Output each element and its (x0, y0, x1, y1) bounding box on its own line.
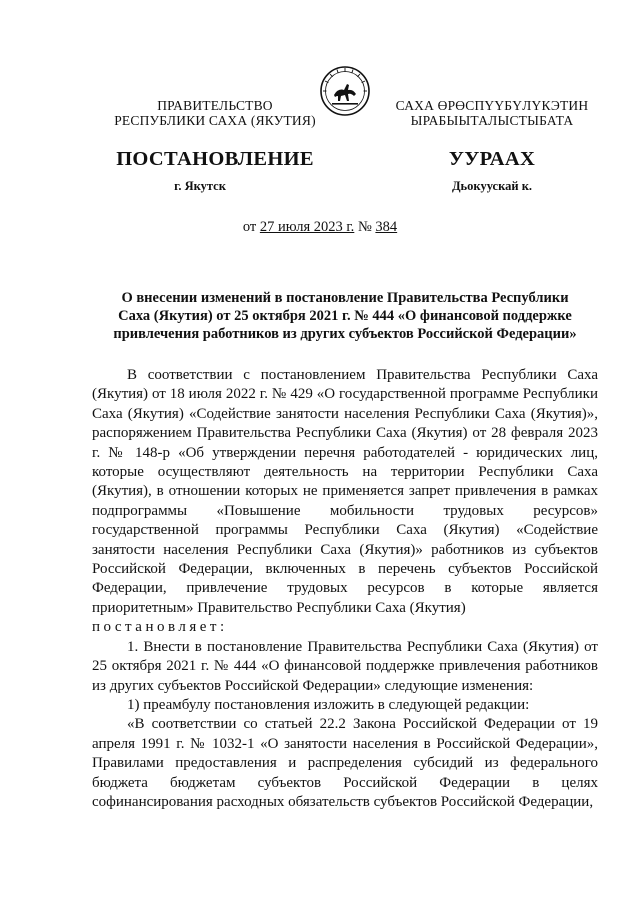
government-name-ru-line2: РЕСПУБЛИКИ САХА (ЯКУТИЯ) (114, 113, 316, 128)
paragraph-new-preamble: «В соответствии со статьей 22.2 Закона Российской Федерации от 19 апреля 1991 г. № 1032-1 «О занятости населения в Российской Федерации», Правилами предоставления и распределения субсидий из федерального бюджета бюджетам субъектов Российской Федерации в целях софинансирования расходных обязательств субъектов Российской Федерации, (92, 716, 598, 810)
number-separator: № (354, 219, 376, 235)
city-ru: г. Якутск (174, 179, 226, 193)
document-title-line3: привлечения работников из других субъектов Российской Федерации» (113, 326, 577, 342)
paragraph-subitem-1: 1) преамбулу постановления изложить в следующей редакции: (127, 696, 530, 713)
government-name-sah (372, 98, 612, 128)
government-name-sah-line1: САХА ӨРӨСПҮҮБҮЛҮКЭТИН (395, 98, 589, 113)
paragraph-resolves: постановляет: (92, 619, 228, 636)
government-name-ru-line1: ПРАВИТЕЛЬСТВО (157, 98, 273, 113)
government-name-ru (70, 98, 360, 128)
document-date: 27 июля 2023 г. (259, 219, 355, 235)
document-number: 384 (375, 219, 398, 235)
city-sah: Дьокуускай к. (451, 179, 533, 193)
paragraph-item-1: 1. Внести в постановление Правительства Республики Саха (Якутия) от 25 октября 2021 г. № 444 «О финансовой поддержке привлечения работников из других субъектов Российской Федерации» следующие изменения: (92, 638, 598, 694)
date-prefix: от (242, 219, 260, 235)
document-title (95, 289, 595, 343)
doc-type-ru: ПОСТАНОВЛЕНИЕ (116, 148, 314, 170)
document-date-line (0, 219, 640, 236)
document-title-line2: Саха (Якутия) от 25 октября 2021 г. № 444 «О финансовой поддержке (118, 308, 572, 324)
document-title-line1: О внесении изменений в постановление Правительства Республики (121, 290, 569, 306)
government-name-sah-line2: ЫРАБЫЫТАЛЫСТЫБАТА (410, 113, 574, 128)
document-body (92, 366, 598, 812)
doc-type-sah: УУРААХ (448, 148, 536, 170)
paragraph-preamble: В соответствии с постановлением Правительства Республики Саха (Якутия) от 18 июля 2022 г. № 429 «О государственной программе Республики Саха (Якутия) «Содействие занятости населения Республики Саха (Якутия)», распоряжением Правительства Республики Саха (Якутия) от 28 февраля 2023 г. № 148-р «Об утверждении перечня работодателей - юридических лиц, которые осуществляют деятельность на территории Республики Саха (Якутия), в отношении которых не применяется запрет привлечения в рамках подпрограммы «Повышение мобильности трудовых ресурсов» государственной программы Республики Саха (Якутия) «Содействие занятости населения Республики Саха (Якутия)» работников из субъектов Российской Федерации, включенных в перечень субъектов Российской Федерации, привлечение трудовых ресурсов в которые является приоритетным» Правительство Республики Саха (Якутия) (92, 367, 598, 616)
